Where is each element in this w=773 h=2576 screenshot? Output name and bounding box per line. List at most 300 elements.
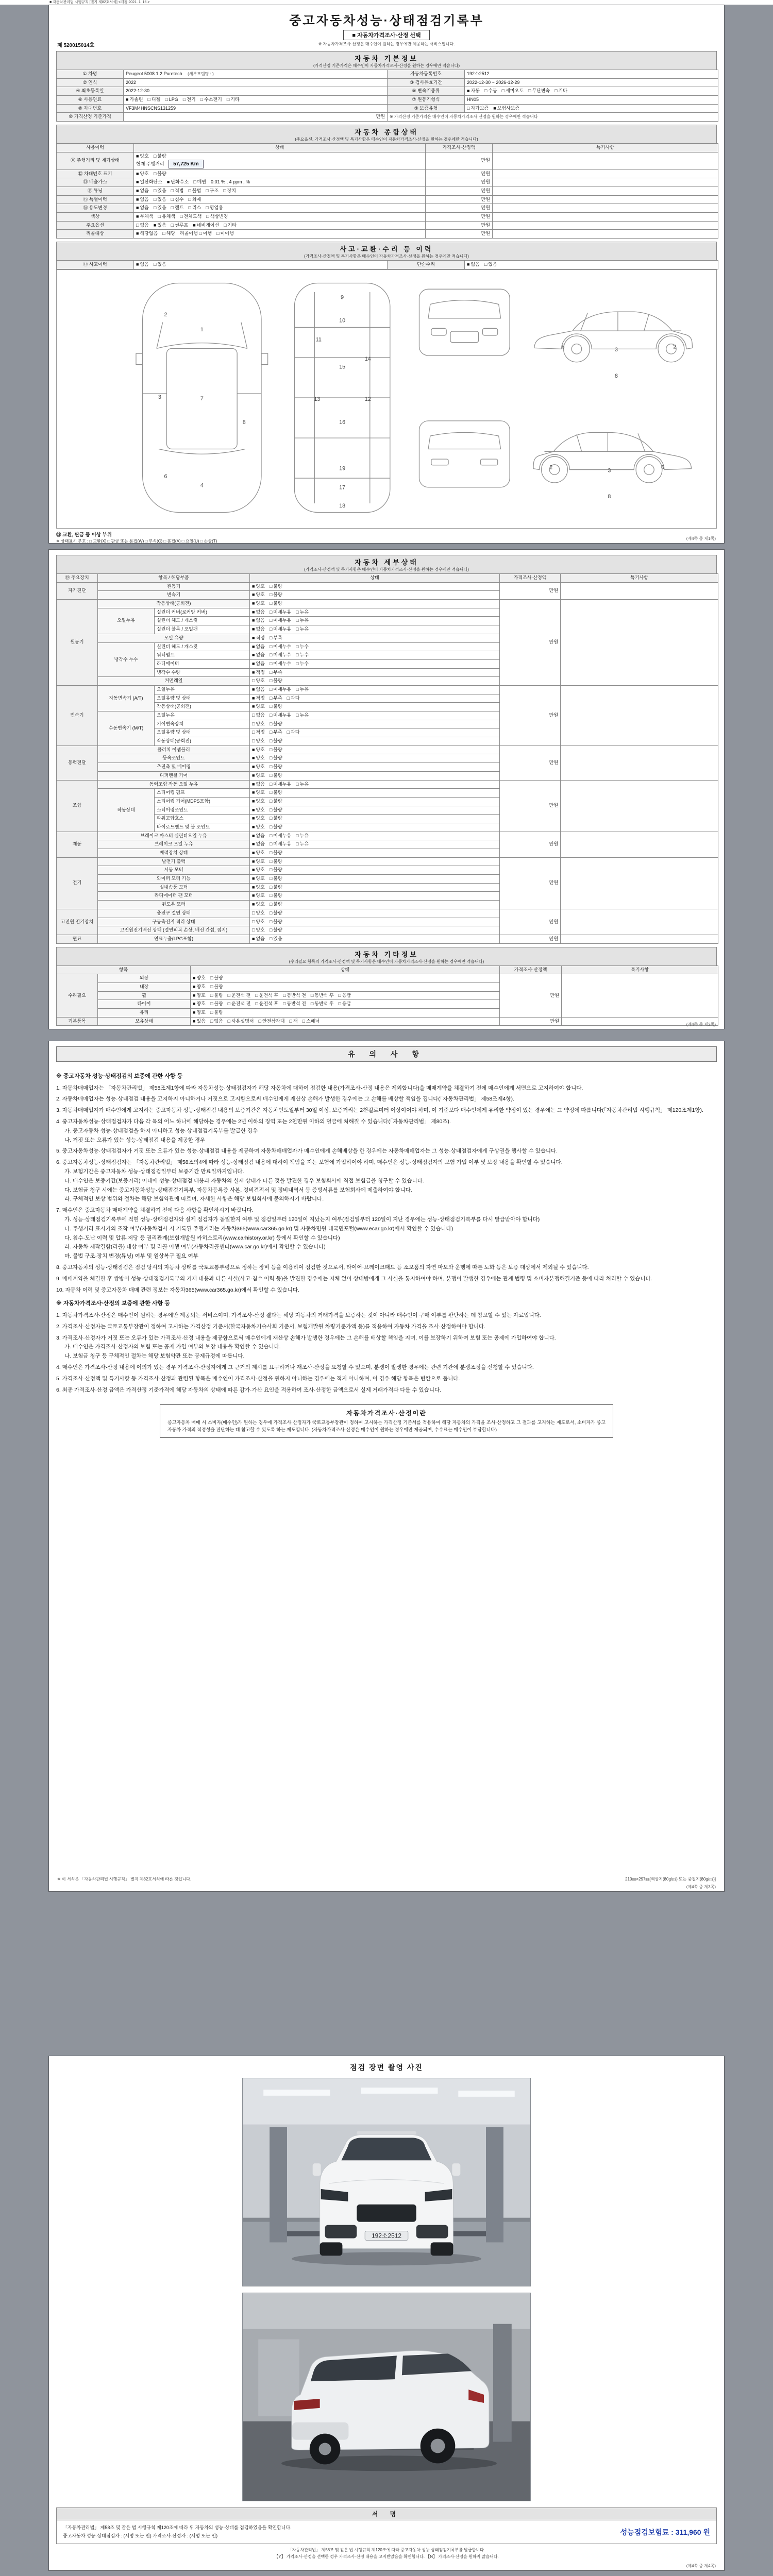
unchecked-box-icon: □ <box>210 1018 213 1024</box>
status-options <box>134 212 426 221</box>
field-value: 보유상태 <box>98 1017 191 1026</box>
checkbox-option[interactable]: ■ 없음 <box>252 626 265 632</box>
checkbox-option[interactable]: □ 미세누유 <box>269 781 292 787</box>
checkbox-option[interactable]: ■ 양호 <box>193 975 206 981</box>
checkbox-option[interactable]: □ 무단변속 <box>528 88 550 94</box>
field-label: ⑰ 사고이력 <box>57 261 134 269</box>
checkbox-option[interactable]: ■ 있음 <box>153 222 166 228</box>
field-value: 만원 <box>500 935 561 943</box>
checkbox-option[interactable]: □ 불량 <box>269 764 282 770</box>
field-value <box>493 221 718 230</box>
status-options <box>250 659 500 668</box>
checkbox-option[interactable]: □ 양호 <box>252 738 265 744</box>
checkbox-option[interactable]: ■ 해당없음 <box>136 231 158 236</box>
checkbox-option[interactable]: ■ 양호 <box>252 755 265 761</box>
svg-text:8: 8 <box>608 493 611 500</box>
checkbox-option[interactable]: ■ 양호 <box>252 790 265 795</box>
checkbox-option[interactable]: ■ 양호 <box>252 807 265 812</box>
checkbox-option[interactable]: □ 없음 <box>136 222 149 228</box>
field-value: 작동상태 <box>98 789 155 832</box>
status-options <box>250 909 500 918</box>
checked-box-icon: ■ <box>252 858 255 864</box>
checkbox-option[interactable]: □ 누유 <box>296 781 309 787</box>
checkbox-option[interactable]: □ 과다 <box>287 695 300 701</box>
checkbox-option[interactable]: □ 불량 <box>269 583 282 589</box>
section-detail-header: 자동차 세부상태 (가격조사·산정액 및 특기사항은 매수인이 자동차가격조사·산정을 원하는 경우에만 적습니다) <box>56 555 717 573</box>
checkbox-option[interactable]: ■ 양호 <box>252 824 265 829</box>
checkbox-option[interactable]: □ 영업용 <box>206 205 223 211</box>
checkbox-option[interactable]: ■ 양호 <box>252 867 265 873</box>
checkbox-option[interactable]: □ 이행 <box>199 231 212 236</box>
svg-text:12: 12 <box>364 396 371 402</box>
checkbox-option[interactable]: ■ 양호 <box>252 704 265 709</box>
checked-box-icon: ■ <box>467 262 470 267</box>
checked-box-icon: ■ <box>136 262 139 267</box>
base-price: 만원 <box>124 113 388 122</box>
checkbox-option[interactable]: □ 있음 <box>153 205 166 211</box>
damage-diagram-box <box>56 269 717 529</box>
checkbox-option[interactable]: □ 미세누유 <box>269 626 292 632</box>
checkbox-option[interactable]: □ 불량 <box>210 1010 223 1015</box>
checkbox-option[interactable]: □ 수동 <box>484 88 497 94</box>
checkbox-option[interactable]: □ 양호 <box>252 678 265 684</box>
checkbox-option[interactable]: ■ 양호 <box>193 1001 206 1007</box>
checkbox-option[interactable]: ■ 양호 <box>252 876 265 882</box>
checkbox-option[interactable]: ■ 양호 <box>252 798 265 804</box>
field-value: 자동변속기 (A/T) <box>98 685 155 711</box>
checked-box-icon: ■ <box>136 188 139 193</box>
checkbox-option[interactable]: ■ 없음 <box>136 262 149 267</box>
checkbox-option[interactable]: □ 불량 <box>210 992 223 998</box>
checkbox-option[interactable]: ■ 양호 <box>252 592 265 598</box>
checkbox-option[interactable]: ■ 양호 <box>252 601 265 606</box>
checkbox-option[interactable]: □ 운전석 후 <box>255 992 279 998</box>
checkbox-option[interactable]: □ 화재 <box>188 196 201 202</box>
checkbox-option[interactable]: □ 누유 <box>296 713 309 718</box>
checkbox-option[interactable]: □ 유채색 <box>158 213 176 219</box>
signature-statement-line2: 중고자동차 성능·상태점검자 : (서명 또는 인) 가격조사·산정자 : (서명 또는 인) <box>63 2533 218 2538</box>
unchecked-box-icon: □ <box>171 196 174 202</box>
notice-line: 다. 보험금 청구 시에는 중고자동차성능·상태점검기록부, 자동차등록증 사본, 정비견적서 및 정비내역서 등 증빙서류를 보험회사에 제출하여야 합니다. <box>64 1187 412 1193</box>
checkbox-option[interactable]: ■ 없음 <box>467 262 480 267</box>
insurance-fee-label: 성능점검보험료 : <box>620 2528 674 2536</box>
checkbox-option[interactable]: □ 구조 <box>206 188 219 193</box>
notice-line: 나. 주행거리 표시기의 조작 여부(자동차검사 시 기록된 주행거리는 자동차365(www.car365.go.kr) 및 자동차민원 대국민포털(www.ecar.go.kr)에서 확인할 수 있습니다) <box>64 1225 453 1232</box>
field-value: 냉각수 수량 <box>155 668 250 677</box>
checkbox-option[interactable]: □ 불량 <box>210 984 223 989</box>
checkbox-option[interactable]: □ 있음 <box>269 936 282 941</box>
checkbox-option[interactable]: ■ 양호 <box>136 153 149 159</box>
status-options <box>250 677 500 686</box>
checked-box-icon: ■ <box>252 635 255 640</box>
unchecked-box-icon: □ <box>255 1001 258 1007</box>
field-label: ⑪ 주행거리 및 계기상태 <box>57 152 134 170</box>
checked-box-icon: ■ <box>252 755 255 761</box>
status-options <box>250 892 500 901</box>
unchecked-box-icon: □ <box>338 992 341 998</box>
checkbox-option[interactable]: □ 적법 <box>171 188 184 193</box>
checked-box-icon: ■ <box>252 936 255 941</box>
checkbox-option[interactable]: ■ 없음 <box>252 618 265 623</box>
section-etc-header: 자동차 기타정보 (수리필요 항목의 가격조사·산정액 및 특기사항은 매수인이 자동차가격조사·산정을 원하는 경우에만 적습니다) <box>56 947 717 965</box>
field-value: 만원 <box>426 152 493 170</box>
damage-legend-codes: ※ 상태표시 부호 : □ 교환(X) □ 판금 또는 용접(W) □ 부식(C) □ 흠집(A) □ 요철(U) □ 손상(T) <box>56 538 217 544</box>
svg-text:8: 8 <box>615 372 618 379</box>
checkbox-option[interactable]: □ 사용설명서 <box>227 1018 254 1024</box>
checkbox-option[interactable]: □ 미세누유 <box>269 713 292 718</box>
status-options <box>250 737 500 746</box>
checked-box-icon: ■ <box>252 867 255 873</box>
checkbox-option[interactable]: ■ 적정 <box>252 669 265 675</box>
unchecked-box-icon: □ <box>210 984 213 989</box>
checkbox-option[interactable]: ■ 없음 <box>252 841 265 847</box>
price-survey-select-checkbox[interactable]: ■ 자동차가격조사·산정 선택 <box>343 30 429 40</box>
notice-line: 가. 보험기간은 중고자동차 성능·상태점검일부터 보증기간 만료일까지입니다. <box>64 1168 244 1175</box>
checkbox-option[interactable]: □ 미세누수 <box>269 660 292 666</box>
checkbox-option[interactable]: ■ 양호 <box>252 764 265 770</box>
checkbox-option[interactable]: ■ 보험사보증 <box>493 105 520 111</box>
vin: VF3M4HNSCNS131259 <box>124 104 388 113</box>
checkbox-option[interactable]: □ 불량 <box>269 816 282 821</box>
checked-box-icon: ■ <box>193 1018 196 1024</box>
checkbox-option[interactable]: ■ 없음 <box>252 660 265 666</box>
field-label: ⑮ 특별이력 <box>57 195 134 204</box>
checkbox-option[interactable]: □ 디젤 <box>147 97 161 103</box>
checkbox-option[interactable]: □ 전체도색 <box>180 213 202 219</box>
checkbox-option[interactable]: ■ 양호 <box>252 884 265 890</box>
checkbox-option[interactable]: □ 부족 <box>269 635 282 640</box>
checkbox-option[interactable]: ■ 없음 <box>252 781 265 787</box>
checkbox-option[interactable]: □ 색상변경 <box>206 213 228 219</box>
checkbox-option[interactable]: □ 미세누유 <box>269 686 292 692</box>
checkbox-option[interactable]: ■ 없음 <box>252 936 265 941</box>
checkbox-option[interactable]: □ 불량 <box>269 910 282 916</box>
unchecked-box-icon: □ <box>269 910 273 916</box>
unchecked-box-icon: □ <box>188 188 191 193</box>
checkbox-option[interactable]: □ 리스 <box>188 205 201 211</box>
status-options <box>250 668 500 677</box>
checkbox-option[interactable]: □ 장치 <box>223 188 236 193</box>
checkbox-option[interactable]: □ 양호 <box>252 927 265 933</box>
checkbox-option[interactable]: □ 수소전기 <box>200 97 222 103</box>
checkbox-option[interactable]: □ 누유 <box>296 686 309 692</box>
svg-text:16: 16 <box>339 419 346 426</box>
status-options <box>250 875 500 884</box>
checkbox-option[interactable]: □ 부족 <box>269 669 282 675</box>
checked-box-icon: ■ <box>252 643 255 649</box>
unchecked-box-icon: □ <box>269 635 273 640</box>
field-label: 리콜대상 <box>57 230 134 239</box>
checkbox-option[interactable]: □ 기타 <box>226 97 240 103</box>
notice-line: 2. 가격조사·산정자는 국토교통부장관이 정하여 고시하는 가격산정 기준서(한국자동차기술사회 기준서, 보험개발원 차량기준가액 등)를 적용하여 자동차 가격을 조사·산정하여야 합니다. <box>56 1323 486 1330</box>
unchecked-box-icon: □ <box>206 205 209 211</box>
checked-box-icon: ■ <box>136 231 139 236</box>
checked-box-icon: ■ <box>493 105 496 111</box>
checkbox-option[interactable]: ■ 없음 <box>136 188 149 193</box>
checkbox-option[interactable]: ■ 양호 <box>252 772 265 778</box>
checkbox-option[interactable]: □ 누유 <box>296 609 309 615</box>
checkbox-option[interactable]: ■ 무채색 <box>136 213 154 219</box>
checkbox-option[interactable]: ■ 양호 <box>136 171 149 176</box>
checkbox-option[interactable]: □ 부족 <box>269 730 282 735</box>
checkbox-option[interactable]: □ 불량 <box>210 1001 223 1007</box>
unchecked-box-icon: □ <box>269 747 273 752</box>
checkbox-option[interactable]: ■ 적정 <box>252 635 265 640</box>
checkbox-option[interactable]: □ 불량 <box>269 858 282 864</box>
field-value: 연료누출(LPG포함) <box>98 935 250 943</box>
checkbox-option[interactable]: □ 동반석 후 <box>310 992 334 998</box>
checkbox-option[interactable]: ■ 양호 <box>252 850 265 855</box>
accident-history-table <box>56 260 718 269</box>
checkbox-option[interactable]: □ 미세누수 <box>269 643 292 649</box>
unchecked-box-icon: □ <box>269 807 273 812</box>
transmission-type <box>465 87 718 96</box>
checkbox-option[interactable]: □ 불량 <box>269 678 282 684</box>
checkbox-option[interactable]: □ 누수 <box>296 643 309 649</box>
checkbox-option[interactable]: ■ 탄화수소 <box>166 179 189 185</box>
unchecked-box-icon: □ <box>210 975 213 981</box>
checkbox-option[interactable]: □ 미세누유 <box>269 841 292 847</box>
checkbox-option[interactable]: □ 불량 <box>269 867 282 873</box>
field-label: ⑬ 배출가스 <box>57 178 134 187</box>
field-value <box>493 212 718 221</box>
checkbox-option[interactable]: □ 부족 <box>269 695 282 701</box>
checkbox-option[interactable]: □ 적정 <box>252 730 265 735</box>
checkbox-option[interactable]: □ 불량 <box>269 738 282 744</box>
checkbox-option[interactable]: □ 동반석 후 <box>310 1001 334 1007</box>
checked-box-icon: ■ <box>252 902 255 907</box>
field-value: 기어변속장치 <box>155 720 250 728</box>
checkbox-option[interactable]: □ 운전석 전 <box>227 1001 251 1007</box>
checkbox-option[interactable]: ■ 양호 <box>252 583 265 589</box>
paper-spec-note: 210㎜×297㎜[백상지(80g/㎡) 또는 중질지(80g/㎡)] <box>625 1877 716 1882</box>
checkbox-option[interactable]: □ 누유 <box>296 833 309 838</box>
checkbox-option[interactable]: □ 해당 <box>162 231 176 236</box>
checkbox-option[interactable]: □ 있음 <box>153 188 166 193</box>
checkbox-option[interactable]: □ 응급 <box>338 1001 351 1007</box>
checkbox-option[interactable]: □ 불량 <box>269 601 282 606</box>
checkbox-option[interactable]: □ 불량 <box>269 592 282 598</box>
checkbox-option[interactable]: ■ 자동 <box>467 88 480 94</box>
unchecked-box-icon: □ <box>162 231 165 236</box>
checkbox-option[interactable]: □ 불량 <box>269 747 282 752</box>
status-options <box>250 823 500 832</box>
checkbox-option[interactable]: □ 과다 <box>287 730 300 735</box>
field-label: 특기사항 <box>561 574 718 583</box>
etc-info-table <box>56 965 718 1026</box>
pricing-explain-text: 중고자동차 매매 시 소비자(매수인)가 원하는 경우에 가격조사·산정자가 국토교통부장관이 정하여 고시하는 가격산정 기준서를 적용하여 해당 자동차의 가격을 조사·산정하고 그 결과를 고지하는 제도로서, 소비자가 중고자동차 가격의 적정성을 판단하는 데 참고할 수 있도록 하는 제도입니다. (자동차가격조사·산정은 매수인이 원하는 경우에만 제공되며, 수수료는 매수인이 부담합니다) <box>167 1420 606 1433</box>
field-value: 작동상태(공회전) <box>98 600 250 608</box>
field-value: 만원 <box>426 212 493 221</box>
checked-box-icon: ■ <box>467 88 470 94</box>
status-options <box>250 883 500 892</box>
checkbox-option[interactable]: □ 운전석 후 <box>255 1001 279 1007</box>
checkbox-option[interactable]: □ 썬루프 <box>171 222 189 228</box>
checkbox-option[interactable]: □ 없음 <box>210 1018 223 1024</box>
checkbox-option[interactable]: □ LPG <box>165 97 178 103</box>
unchecked-box-icon: □ <box>252 919 255 924</box>
field-value: 만원 <box>426 221 493 230</box>
checkbox-option[interactable]: □ 누유 <box>296 618 309 623</box>
unchecked-box-icon: □ <box>269 781 273 787</box>
unchecked-box-icon: □ <box>269 919 273 924</box>
field-label: 주요옵션 <box>57 221 134 230</box>
checkbox-option[interactable]: ■ 양호 <box>193 1010 206 1015</box>
checkbox-option[interactable]: □ 불량 <box>210 975 223 981</box>
checkbox-option[interactable]: ■ 없음 <box>252 652 265 658</box>
checkbox-option[interactable]: □ 누수 <box>296 660 309 666</box>
overall-status-table-wrap <box>56 143 717 239</box>
checkbox-option[interactable]: □ 매연 <box>193 179 206 185</box>
status-options <box>250 600 500 608</box>
field-label: 동력전달 <box>57 745 98 780</box>
signature-statement-line1: 「자동차관리법」 제58조 및 같은 법 시행규칙 제120조에 따라 위 자동차의 성능·상태를 점검하였음을 확인합니다. <box>63 2525 292 2531</box>
checkbox-option[interactable]: □ 불량 <box>269 893 282 899</box>
notice-line: 가. 성능·상태점검기록부에 적힌 성능·상태점검자와 실제 점검자가 동일한지 여부 및 점검일부터 120일이 지났는지 여부(점검일부터 120일이 지난 경우에는 성능·상태점검기록부를 다시 발급받아야 합니다) <box>64 1216 540 1223</box>
checkbox-option[interactable]: □ 불량 <box>269 927 282 933</box>
status-options <box>250 857 500 866</box>
checkbox-option[interactable]: ■ 없음 <box>252 686 265 692</box>
checkbox-option[interactable]: □ 누유 <box>296 841 309 847</box>
field-label: 자기진단 <box>57 582 98 599</box>
checkbox-option[interactable]: □ 불량 <box>269 884 282 890</box>
checkbox-option[interactable]: □ 있음 <box>153 196 166 202</box>
checkbox-option[interactable]: □ 불법 <box>188 188 201 193</box>
checked-box-icon: ■ <box>252 618 255 623</box>
registration-number: 192소2512 <box>465 70 718 79</box>
checkbox-option[interactable]: □ 불량 <box>269 704 282 709</box>
field-value: 원동기 <box>98 582 250 591</box>
checkbox-option[interactable]: ■ 없음 <box>252 833 265 838</box>
checkbox-option[interactable]: □ 있음 <box>153 262 166 267</box>
checkbox-option[interactable]: ■ 없음 <box>252 643 265 649</box>
checkbox-option[interactable]: □ 불량 <box>269 790 282 795</box>
checkbox-option[interactable]: ■ 없음 <box>252 609 265 615</box>
checkbox-option[interactable]: □ 렌트 <box>171 205 184 211</box>
status-options <box>250 780 500 789</box>
checkbox-option[interactable]: □ 불량 <box>153 153 166 159</box>
checkbox-option[interactable]: ■ 일산화탄소 <box>136 179 162 185</box>
svg-text:14: 14 <box>364 355 371 362</box>
checkbox-option[interactable]: □ 불량 <box>269 772 282 778</box>
checkbox-option[interactable]: □ 불량 <box>269 807 282 812</box>
checkbox-option[interactable]: ■ 양호 <box>252 747 265 752</box>
checkbox-option[interactable]: □ 기타 <box>224 222 237 228</box>
field-value: 만원 <box>426 187 493 195</box>
checkbox-option[interactable]: □ 안전삼각대 <box>258 1018 285 1024</box>
unchecked-box-icon: □ <box>252 910 255 916</box>
checkbox-option[interactable]: □ 미세누유 <box>269 609 292 615</box>
field-value <box>561 600 718 686</box>
checkbox-option[interactable]: □ 동반석 전 <box>283 1001 306 1007</box>
checkbox-option[interactable]: □ 누유 <box>296 626 309 632</box>
checkbox-option[interactable]: ■ 가솔린 <box>126 97 143 103</box>
checkbox-option[interactable]: ■ 있음 <box>193 1018 206 1024</box>
status-options <box>191 982 500 991</box>
checkbox-option[interactable]: □ 스패너 <box>302 1018 320 1024</box>
checkbox-option[interactable]: □ 있음 <box>484 262 497 267</box>
checkbox-option[interactable]: □ 잭 <box>289 1018 298 1024</box>
checkbox-option[interactable]: □ 양호 <box>252 919 265 924</box>
checkbox-option[interactable]: ■ 양호 <box>193 984 206 989</box>
field-value: 타이로드엔드 및 볼 조인트 <box>155 823 250 832</box>
unchecked-box-icon: □ <box>227 1018 231 1024</box>
notice-line: 나. 매수인은 보증기간(보증거리) 이내에 성능·상태점검 내용과 자동차의 실제 상태가 다른 것을 발견한 경우 보험회사에 직접 보험금을 청구할 수 있습니다. <box>64 1177 424 1184</box>
checkbox-option[interactable]: □ 불량 <box>153 171 166 176</box>
checked-box-icon: ■ <box>193 992 196 998</box>
checkbox-option[interactable]: ■ 양호 <box>252 816 265 821</box>
warranty-type <box>465 104 718 113</box>
checkbox-option[interactable]: □ 운전석 전 <box>227 992 251 998</box>
field-value: 만원 <box>500 780 561 832</box>
checkbox-option[interactable]: ■ 양호 <box>252 902 265 907</box>
field-value: 만원 <box>500 909 561 935</box>
checkbox-option[interactable]: □ 불량 <box>269 876 282 882</box>
checkbox-option[interactable]: □ 미세누수 <box>269 652 292 658</box>
checkbox-option[interactable]: □ 자가보증 <box>467 105 489 111</box>
checked-box-icon: ■ <box>252 790 255 795</box>
checked-box-icon: ■ <box>252 669 255 675</box>
checkbox-option[interactable]: □ 불량 <box>269 902 282 907</box>
status-options <box>250 617 500 625</box>
checkbox-option[interactable]: □ 미세누유 <box>269 833 292 838</box>
simple-repair-status <box>465 261 718 269</box>
checkbox-option[interactable]: □ 불량 <box>269 798 282 804</box>
checkbox-option[interactable]: ■ 없음 <box>136 196 149 202</box>
checkbox-option[interactable]: □ 불량 <box>269 850 282 855</box>
unchecked-box-icon: □ <box>269 841 273 847</box>
checkbox-option[interactable]: □ 불량 <box>269 824 282 829</box>
checkbox-option[interactable]: □ 미이행 <box>216 231 234 236</box>
signature-body <box>56 2520 717 2544</box>
unchecked-box-icon: □ <box>153 188 157 193</box>
checkbox-option[interactable]: □ 응급 <box>338 992 351 998</box>
field-value: 타이어 <box>98 1000 191 1009</box>
checkbox-option[interactable]: □ 불량 <box>269 721 282 726</box>
checkbox-option[interactable]: ■ 양호 <box>193 992 206 998</box>
unchecked-box-icon: □ <box>188 196 191 202</box>
checkbox-option[interactable]: □ 기타 <box>554 88 567 94</box>
field-value <box>562 974 718 1017</box>
notice-line: 가. 매수인은 가격조사·산정자의 보험 또는 공제 가입 여부와 보장 내용을 확인할 수 있습니다. <box>64 1344 281 1350</box>
status-options <box>134 221 426 230</box>
field-label: ⑭ 튜닝 <box>57 187 134 195</box>
checkbox-option[interactable]: □ 미세누유 <box>269 618 292 623</box>
checkbox-option[interactable]: □ 양호 <box>252 721 265 726</box>
checkbox-option[interactable]: □ 누수 <box>296 652 309 658</box>
checkbox-option[interactable]: ■ 없음 <box>136 205 149 211</box>
unchecked-box-icon: □ <box>269 772 273 778</box>
page-marker: (제4쪽 중 제1쪽) <box>686 536 716 541</box>
checkbox-option[interactable]: □ 동반석 전 <box>283 992 306 998</box>
checkbox-option[interactable]: ■ 양호 <box>252 893 265 899</box>
checkbox-option[interactable]: □ 불량 <box>269 755 282 761</box>
checkbox-option[interactable]: □ 침수 <box>171 196 184 202</box>
field-value: 추진축 및 베어링 <box>98 763 250 772</box>
field-value: 만원 <box>500 974 562 1017</box>
checkbox-option[interactable]: ■ 양호 <box>252 858 265 864</box>
notice-line: 1. 자동차매매업자는 「자동차관리법」 제58조제1항에 따라 자동차성능·상태점검자가 해당 자동차에 대하여 점검한 내용(가격조사·산정 내용은 제외합니다)을 매매계약을 체결하기 전에 매수인에게 서면으로 고지하여야 합니다. <box>56 1084 583 1091</box>
field-value <box>561 935 718 943</box>
checkbox-option[interactable]: □ 없음 <box>252 713 265 718</box>
field-value <box>561 780 718 832</box>
checkbox-option[interactable]: □ 양호 <box>252 910 265 916</box>
checkbox-option[interactable]: □ 불량 <box>269 919 282 924</box>
checkbox-option[interactable]: ■ 네비게이션 <box>193 222 220 228</box>
checkbox-option[interactable]: □ 전기 <box>182 97 196 103</box>
checkbox-option[interactable]: ■ 적정 <box>252 695 265 701</box>
checkbox-option[interactable]: □ 세미오토 <box>501 88 524 94</box>
